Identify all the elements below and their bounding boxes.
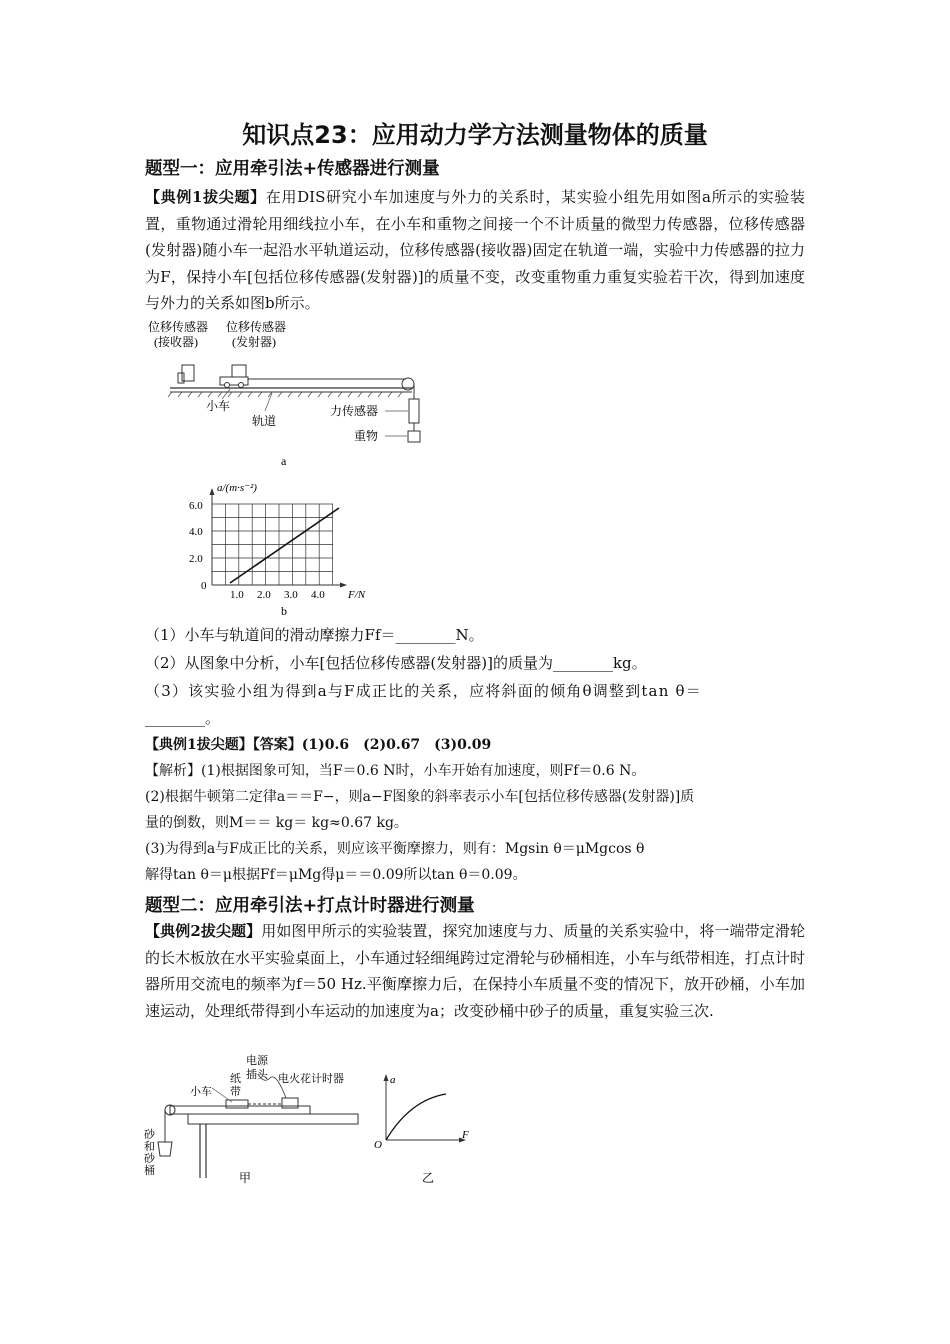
fig-b-ylabel: a/(m·s⁻²) (217, 482, 257, 494)
analysis-line-2: (2)根据牛顿第二定律a＝＝F−，则a−F图象的斜率表示小车[包括位移传感器(发射器)]质 (145, 789, 695, 805)
fig-b-caption: b (281, 604, 287, 618)
fig-jia-sand-2: 和 (144, 1141, 155, 1153)
example2-text: 用如图甲所示的实验装置，探究加速度与力、质量的关系实验中，将一端带定滑轮的长木板放在水平实验桌面上，小车通过轻细绳跨过定滑轮与砂桶相连，小车与纸带相连，打点计时器所用交流电的频率为f＝50 Hz.平衡摩擦力后，在保持小车质量不变的情况下，放开砂桶，小车加速运动，处理纸带得到小车运动的加速度为a；改变砂桶中砂子的质量，重复实验三次. (145, 922, 806, 1020)
example1-text: 在用DIS研究小车加速度与外力的关系时，某实验小组先用如图a所示的实验装置，重物通过滑轮用细线拉小车，在小车和重物之间接一个不计质量的微型力传感器，位移传感器(发射器)随小车一起沿水平轨道运动，位移传感器(接收器)固定在轨道一端，实验中力传感器的拉力为F，保持小车[包括位移传感器(发射器)]的质量不变，改变重物重力重复实验若干次，得到加速度与外力的关系如图b所示。 (145, 188, 805, 312)
example2-tag: 【典例2拔尖题】 (145, 922, 262, 940)
question-3b: ________。 (145, 709, 221, 727)
fig-a-track-label: 轨道 (252, 414, 277, 428)
answer-line: 【典例1拔尖题】【答案】(1)0.6 (2)0.67 (3)0.09 (145, 737, 492, 753)
fig-yi-curve (386, 1094, 446, 1140)
fig-b-xtick-2: 2.0 (257, 589, 271, 601)
example1-statement (145, 184, 805, 317)
fig-a-receiver-label-2: (接收器) (154, 335, 198, 349)
fig-jia-cart: 小车 (190, 1086, 212, 1098)
fig-yi-origin: O (374, 1139, 382, 1151)
analysis-line-1: 【解析】(1)根据图象可知，当F＝0.6 N时，小车开始有加速度，则Ff＝0.6 N。 (145, 763, 646, 779)
page-title: 知识点23：应用动力学方法测量物体的质量 (242, 121, 708, 149)
fig-a-caption: a (281, 454, 287, 468)
figure-a-apparatus (140, 315, 440, 475)
fig-a-force-sensor-label: 力传感器 (330, 404, 379, 418)
fig-a-emitter-label-1: 位移传感器 (226, 320, 287, 334)
figure-jia-apparatus (140, 1050, 370, 1190)
fig-jia-power-1: 电源 (246, 1055, 268, 1067)
analysis-line-4: (3)为得到a与F成正比的关系，则应该平衡摩擦力，则有：Mgsin θ＝μMgcos θ (145, 841, 645, 857)
fig-b-xtick-4: 4.0 (311, 589, 325, 601)
fig-b-xtick-3: 3.0 (284, 589, 298, 601)
section1-heading: 题型一：应用牵引法+传感器进行测量 (145, 159, 440, 179)
analysis-line-3: 量的倒数，则M＝＝ kg＝ kg≈0.67 kg。 (145, 815, 408, 831)
question-3a: （3）该实验小组为得到a与F成正比的关系，应将斜面的倾角θ调整到tan θ＝ (145, 682, 702, 700)
cart-body (220, 377, 248, 385)
table-top (188, 1114, 358, 1124)
board (170, 1106, 310, 1114)
fig-a-cart-label: 小车 (206, 399, 231, 413)
fig-jia-sand-3: 砂 (144, 1153, 155, 1165)
fig-jia-timer: 电火花计时器 (278, 1073, 344, 1085)
fig-b-xlabel: F/N (348, 589, 366, 601)
fig-b-xtick-1: 1.0 (230, 589, 244, 601)
fig-b-ytick-2: 2.0 (189, 553, 203, 565)
fig-jia-sand-4: 桶 (144, 1165, 155, 1177)
figure-yi-graph (370, 1070, 480, 1190)
fig-b-ytick-6: 6.0 (189, 500, 203, 512)
fig-yi-xlabel: F (462, 1129, 469, 1141)
fig-yi-ylabel: a (390, 1074, 396, 1086)
example2-statement (145, 918, 805, 1024)
example1-tag: 【典例1拔尖题】 (145, 188, 266, 206)
force-sensor (409, 399, 419, 423)
fig-jia-power-2: 插头 (246, 1069, 268, 1081)
weight-block (408, 431, 420, 442)
fig-b-ytick-4: 4.0 (189, 526, 203, 538)
fig-a-receiver-label-1: 位移传感器 (148, 320, 209, 334)
figure-b-graph (185, 478, 385, 620)
fig-jia-tape-1: 纸 (230, 1073, 241, 1085)
sand-bucket (158, 1142, 172, 1156)
cart (226, 1100, 248, 1108)
fig-jia-caption: 甲 (239, 1171, 252, 1185)
question-1: （1）小车与轨道间的滑动摩擦力Ff＝________N。 (145, 626, 484, 644)
emitter-block (232, 365, 246, 377)
fig-jia-tape-2: 带 (230, 1086, 241, 1098)
fig-jia-sand-1: 砂 (144, 1129, 155, 1141)
fig-a-weight-label: 重物 (354, 429, 379, 443)
fig-yi-caption: 乙 (422, 1171, 435, 1185)
fig-b-ytick-0: 0 (201, 580, 207, 592)
question-2: （2）从图象中分析，小车[包括位移传感器(发射器)]的质量为________kg。 (145, 654, 647, 672)
section2-heading: 题型二：应用牵引法+打点计时器进行测量 (145, 896, 475, 916)
fig-a-emitter-label-2: (发射器) (232, 335, 276, 349)
analysis-line-5: 解得tan θ＝μ根据Ff＝μMg得μ＝＝0.09所以tan θ＝0.09。 (145, 867, 527, 883)
